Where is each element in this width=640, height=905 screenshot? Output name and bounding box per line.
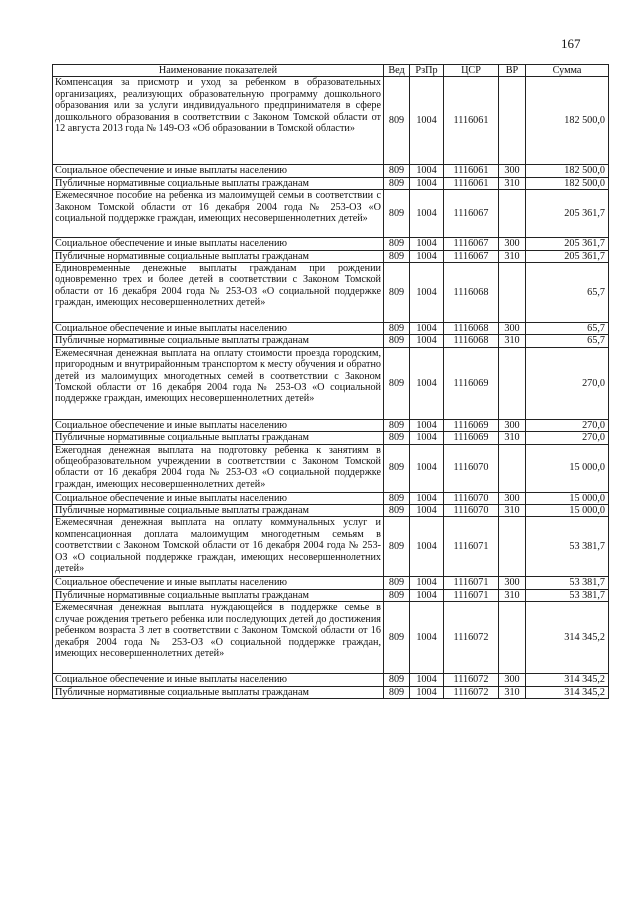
row-rzpr: 1004 [410,190,444,238]
row-ved: 809 [384,505,410,517]
row-rzpr: 1004 [410,335,444,347]
row-csr: 1116070 [444,444,499,492]
table-body [53,77,609,699]
row-csr: 1116067 [444,238,499,250]
row-name: Публичные нормативные социальные выплаты гражданам [53,335,384,347]
row-sum: 182 500,0 [526,165,609,177]
row-ved: 809 [384,177,410,189]
row-name: Социальное обеспечение и иные выплаты населению [53,165,384,177]
header-csr: ЦСР [444,65,499,77]
row-vr: 310 [499,589,526,601]
row-csr: 1116069 [444,419,499,431]
row-rzpr: 1004 [410,165,444,177]
row-rzpr: 1004 [410,602,444,674]
row-csr: 1116071 [444,589,499,601]
table-row [53,238,609,250]
table-row [53,517,609,577]
row-name: Социальное обеспечение и иные выплаты населению [53,577,384,589]
row-rzpr: 1004 [410,238,444,250]
table-row [53,77,609,165]
row-vr: 300 [499,419,526,431]
row-name: Публичные нормативные социальные выплаты гражданам [53,686,384,698]
row-rzpr: 1004 [410,577,444,589]
table-row [53,347,609,419]
row-ved: 809 [384,335,410,347]
row-sum: 53 381,7 [526,589,609,601]
row-csr: 1116061 [444,177,499,189]
row-csr: 1116072 [444,674,499,686]
table-row [53,177,609,189]
row-sum: 205 361,7 [526,190,609,238]
row-csr: 1116072 [444,602,499,674]
row-ved: 809 [384,577,410,589]
row-ved: 809 [384,323,410,335]
row-sum: 314 345,2 [526,686,609,698]
row-sum: 314 345,2 [526,674,609,686]
row-csr: 1116072 [444,686,499,698]
row-rzpr: 1004 [410,686,444,698]
row-sum: 314 345,2 [526,602,609,674]
row-csr: 1116061 [444,165,499,177]
row-name: Социальное обеспечение и иные выплаты населению [53,238,384,250]
header-sum: Сумма [526,65,609,77]
row-vr [499,190,526,238]
row-csr: 1116071 [444,517,499,577]
row-name: Публичные нормативные социальные выплаты гражданам [53,432,384,444]
row-name: Социальное обеспечение и иные выплаты населению [53,419,384,431]
row-vr: 310 [499,177,526,189]
row-ved: 809 [384,602,410,674]
row-rzpr: 1004 [410,77,444,165]
row-rzpr: 1004 [410,674,444,686]
row-rzpr: 1004 [410,347,444,419]
row-name: Компенсация за присмотр и уход за ребенком в образовательных организациях, реализующих образовательную программу дошкольного образования или за услуги индивидуального предпринимателя в сфере дошкольного образования в соответствии с Законом Томской области от 12 августа 2013 года № 149-ОЗ «Об образовании в Томской области» [53,77,384,165]
row-name: Единовременные денежные выплаты гражданам при рождении одновременно трех и более детей в соответствии с Законом Томской области от 16 декабря 2004 года № 253-ОЗ «О социальной поддержке граждан, имеющих несовершеннолетних детей» [53,263,384,323]
row-sum: 15 000,0 [526,492,609,504]
row-rzpr: 1004 [410,419,444,431]
row-vr: 310 [499,250,526,262]
header-rzpr: РзПр [410,65,444,77]
row-sum: 205 361,7 [526,238,609,250]
row-name: Социальное обеспечение и иные выплаты населению [53,492,384,504]
row-vr [499,444,526,492]
row-vr: 310 [499,432,526,444]
row-rzpr: 1004 [410,323,444,335]
row-sum: 65,7 [526,263,609,323]
row-vr: 300 [499,323,526,335]
row-ved: 809 [384,419,410,431]
table-row [53,263,609,323]
row-vr [499,77,526,165]
row-csr: 1116067 [444,190,499,238]
row-sum: 270,0 [526,419,609,431]
row-csr: 1116070 [444,505,499,517]
table-row [53,335,609,347]
row-ved: 809 [384,492,410,504]
row-csr: 1116069 [444,347,499,419]
row-sum: 65,7 [526,323,609,335]
header-vr: ВР [499,65,526,77]
row-sum: 53 381,7 [526,577,609,589]
row-ved: 809 [384,77,410,165]
row-vr: 300 [499,165,526,177]
row-rzpr: 1004 [410,250,444,262]
table-row [53,165,609,177]
row-csr: 1116068 [444,323,499,335]
row-name: Публичные нормативные социальные выплаты гражданам [53,250,384,262]
row-vr: 300 [499,674,526,686]
row-csr: 1116061 [444,77,499,165]
row-ved: 809 [384,432,410,444]
page-number: 167 [561,36,581,51]
row-sum: 270,0 [526,347,609,419]
table-row [53,505,609,517]
table-row [53,674,609,686]
row-ved: 809 [384,347,410,419]
row-rzpr: 1004 [410,505,444,517]
row-csr: 1116069 [444,432,499,444]
row-csr: 1116068 [444,335,499,347]
table-header-row [53,65,609,77]
row-sum: 65,7 [526,335,609,347]
row-name: Ежемесячное пособие на ребенка из малоимущей семьи в соответствии с Законом Томской области от 16 декабря 2004 года № 253-ОЗ «О социальной поддержке граждан, имеющих несовершеннолетних детей» [53,190,384,238]
row-ved: 809 [384,686,410,698]
row-ved: 809 [384,190,410,238]
header-name: Наименование показателей [53,65,384,77]
table-row [53,492,609,504]
row-vr: 300 [499,577,526,589]
row-vr [499,517,526,577]
row-name: Ежегодная денежная выплата на подготовку ребенка к занятиям в общеобразовательном учреждении в соответствии с Законом Томской области от 16 декабря 2004 года № 253-ОЗ «О социальной поддержке граждан, имеющих несовершеннолетних детей» [53,444,384,492]
row-ved: 809 [384,589,410,601]
row-sum: 182 500,0 [526,77,609,165]
row-sum: 53 381,7 [526,517,609,577]
row-name: Социальное обеспечение и иные выплаты населению [53,674,384,686]
row-vr: 310 [499,505,526,517]
row-sum: 15 000,0 [526,505,609,517]
row-name: Публичные нормативные социальные выплаты гражданам [53,177,384,189]
row-rzpr: 1004 [410,263,444,323]
row-vr [499,347,526,419]
header-ved: Вед [384,65,410,77]
row-csr: 1116067 [444,250,499,262]
row-vr [499,602,526,674]
row-sum: 15 000,0 [526,444,609,492]
row-ved: 809 [384,444,410,492]
table-row [53,589,609,601]
row-rzpr: 1004 [410,589,444,601]
table-row [53,432,609,444]
row-sum: 270,0 [526,432,609,444]
table-row [53,419,609,431]
table-row [53,686,609,698]
row-csr: 1116070 [444,492,499,504]
row-csr: 1116071 [444,577,499,589]
row-vr: 300 [499,238,526,250]
row-ved: 809 [384,165,410,177]
table-row [53,190,609,238]
budget-table [52,64,609,699]
row-name: Ежемесячная денежная выплата на оплату коммунальных услуг и компенсационная доплата малоимущим многодетным семьям в соответствии с Законом Томской области от 16 декабря 2004 года № 253-ОЗ «О социальной поддержке граждан, имеющих несовершеннолетних детей» [53,517,384,577]
row-ved: 809 [384,263,410,323]
row-csr: 1116068 [444,263,499,323]
row-rzpr: 1004 [410,517,444,577]
table-row [53,444,609,492]
row-sum: 182 500,0 [526,177,609,189]
table-row [53,250,609,262]
row-vr [499,263,526,323]
row-name: Ежемесячная денежная выплата нуждающейся в поддержке семье в случае рождения третьего ребенка или последующих детей до достижения ребенком возраста 3 лет в соответствии с Законом Томской области от 16 декабря 2004 года № 253-ОЗ «О социальной поддержке граждан, имеющих несовершеннолетних детей» [53,602,384,674]
row-rzpr: 1004 [410,492,444,504]
row-vr: 310 [499,686,526,698]
row-ved: 809 [384,517,410,577]
table-row [53,577,609,589]
row-name: Социальное обеспечение и иные выплаты населению [53,323,384,335]
row-name: Ежемесячная денежная выплата на оплату стоимости проезда городским, пригородным и внутрирайонным транспортом к месту обучения и обратно детей из малоимущих многодетных семей в соответствии с Законом Томской области от 16 декабря 2004 года № 253-ОЗ «О социальной поддержке граждан, имеющих несовершеннолетних детей» [53,347,384,419]
row-rzpr: 1004 [410,432,444,444]
row-rzpr: 1004 [410,177,444,189]
row-rzpr: 1004 [410,444,444,492]
table-row [53,323,609,335]
row-vr: 300 [499,492,526,504]
row-ved: 809 [384,238,410,250]
row-ved: 809 [384,674,410,686]
table-row [53,602,609,674]
row-vr: 310 [499,335,526,347]
row-name: Публичные нормативные социальные выплаты гражданам [53,505,384,517]
row-name: Публичные нормативные социальные выплаты гражданам [53,589,384,601]
row-ved: 809 [384,250,410,262]
row-sum: 205 361,7 [526,250,609,262]
